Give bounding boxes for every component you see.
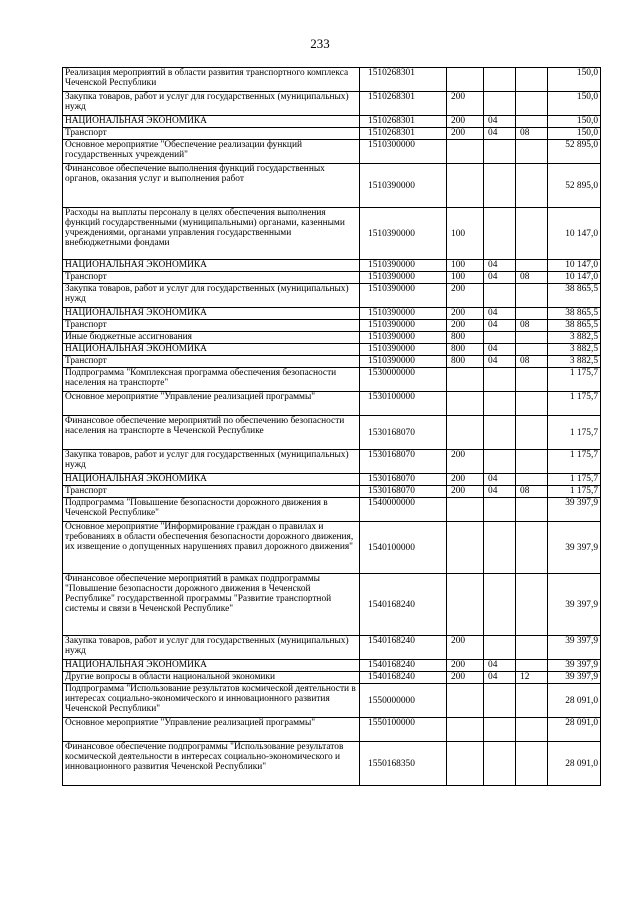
row-section-cell (484, 742, 516, 786)
row-target-code-cell: 1540168240 (360, 574, 447, 636)
row-name-cell: Закупка товаров, работ и услуг для государственных (муниципальных) нужд (63, 92, 360, 116)
row-amount-cell: 39 397,9 (548, 522, 601, 574)
row-target-code-cell: 1540100000 (360, 522, 447, 574)
row-subsection-cell: 08 (516, 128, 548, 140)
row-subsection-cell (516, 208, 548, 260)
row-section-cell (484, 208, 516, 260)
row-expense-type-cell: 200 (447, 128, 484, 140)
row-subsection-cell (516, 284, 548, 308)
row-section-cell: 04 (484, 344, 516, 356)
row-target-code-cell: 1530168070 (360, 416, 447, 450)
row-target-code-cell: 1530000000 (360, 368, 447, 392)
row-expense-type-cell: 200 (447, 116, 484, 128)
budget-table (62, 67, 601, 786)
row-name-cell: Закупка товаров, работ и услуг для государственных (муниципальных) нужд (63, 636, 360, 660)
row-section-cell (484, 574, 516, 636)
row-name-cell: Основное мероприятие "Управление реализацией программы" (63, 392, 360, 416)
row-target-code-cell: 1550100000 (360, 718, 447, 742)
row-target-code-cell: 1510268301 (360, 68, 447, 92)
row-amount-cell: 10 147,0 (548, 208, 601, 260)
row-subsection-cell (516, 332, 548, 344)
row-name-cell: Реализация мероприятий в области развития транспортного комплекса Чеченской Республики (63, 68, 360, 92)
row-amount-cell: 39 397,9 (548, 636, 601, 660)
table-row (63, 308, 601, 320)
row-name-cell: Закупка товаров, работ и услуг для государственных (муниципальных) нужд (63, 284, 360, 308)
table-row (63, 392, 601, 416)
row-expense-type-cell (447, 164, 484, 208)
row-subsection-cell (516, 498, 548, 522)
row-section-cell (484, 392, 516, 416)
row-subsection-cell (516, 308, 548, 320)
row-name-cell: Транспорт (63, 128, 360, 140)
row-expense-type-cell: 200 (447, 450, 484, 474)
table-row (63, 636, 601, 660)
row-amount-cell: 150,0 (548, 92, 601, 116)
row-section-cell: 04 (484, 116, 516, 128)
row-target-code-cell: 1530168070 (360, 450, 447, 474)
table-row (63, 718, 601, 742)
row-target-code-cell: 1510390000 (360, 320, 447, 332)
table-row (63, 742, 601, 786)
row-section-cell (484, 68, 516, 92)
row-name-cell: Транспорт (63, 272, 360, 284)
row-expense-type-cell (447, 498, 484, 522)
row-target-code-cell: 1540168240 (360, 636, 447, 660)
table-row (63, 164, 601, 208)
row-section-cell (484, 498, 516, 522)
row-subsection-cell (516, 392, 548, 416)
row-subsection-cell: 12 (516, 672, 548, 684)
row-subsection-cell (516, 116, 548, 128)
row-name-cell: Основное мероприятие "Информирование граждан о правилах и требованиях в области обеспечения безопасности дорожного движения, их извещение о допущенных нарушениях правил дорожного движения" (63, 522, 360, 574)
table-row (63, 92, 601, 116)
row-target-code-cell: 1510390000 (360, 260, 447, 272)
row-amount-cell: 150,0 (548, 68, 601, 92)
row-name-cell: Подпрограмма "Повышение безопасности дорожного движения в Чеченской Республике" (63, 498, 360, 522)
row-amount-cell: 10 147,0 (548, 272, 601, 284)
row-expense-type-cell: 200 (447, 486, 484, 498)
row-target-code-cell: 1530168070 (360, 474, 447, 486)
table-row (63, 486, 601, 498)
row-expense-type-cell: 200 (447, 474, 484, 486)
row-subsection-cell (516, 660, 548, 672)
row-name-cell: НАЦИОНАЛЬНАЯ ЭКОНОМИКА (63, 308, 360, 320)
row-subsection-cell (516, 574, 548, 636)
row-amount-cell: 3 882,5 (548, 356, 601, 368)
table-row (63, 128, 601, 140)
table-row (63, 368, 601, 392)
row-amount-cell: 3 882,5 (548, 332, 601, 344)
table-row (63, 522, 601, 574)
table-row (63, 284, 601, 308)
row-target-code-cell: 1550168350 (360, 742, 447, 786)
row-amount-cell: 1 175,7 (548, 416, 601, 450)
row-name-cell: НАЦИОНАЛЬНАЯ ЭКОНОМИКА (63, 474, 360, 486)
row-subsection-cell: 08 (516, 272, 548, 284)
row-subsection-cell (516, 368, 548, 392)
row-target-code-cell: 1510390000 (360, 272, 447, 284)
row-target-code-cell: 1510390000 (360, 332, 447, 344)
row-expense-type-cell: 800 (447, 356, 484, 368)
row-expense-type-cell (447, 416, 484, 450)
row-subsection-cell (516, 140, 548, 164)
table-row (63, 116, 601, 128)
row-section-cell: 04 (484, 128, 516, 140)
table-row (63, 660, 601, 672)
row-target-code-cell: 1540000000 (360, 498, 447, 522)
table-row (63, 672, 601, 684)
row-expense-type-cell: 800 (447, 332, 484, 344)
budget-table-body (63, 68, 601, 786)
row-amount-cell: 28 091,0 (548, 684, 601, 718)
row-name-cell: Иные бюджетные ассигнования (63, 332, 360, 344)
row-target-code-cell: 1510390000 (360, 344, 447, 356)
table-row (63, 450, 601, 474)
row-name-cell: НАЦИОНАЛЬНАЯ ЭКОНОМИКА (63, 116, 360, 128)
row-amount-cell: 52 895,0 (548, 140, 601, 164)
row-expense-type-cell: 200 (447, 92, 484, 116)
row-subsection-cell (516, 450, 548, 474)
table-row (63, 684, 601, 718)
table-row (63, 574, 601, 636)
row-section-cell: 04 (484, 308, 516, 320)
row-name-cell: НАЦИОНАЛЬНАЯ ЭКОНОМИКА (63, 344, 360, 356)
row-expense-type-cell: 800 (447, 344, 484, 356)
row-subsection-cell (516, 742, 548, 786)
row-amount-cell: 39 397,9 (548, 672, 601, 684)
row-subsection-cell (516, 92, 548, 116)
row-expense-type-cell (447, 68, 484, 92)
row-expense-type-cell (447, 140, 484, 164)
row-expense-type-cell: 200 (447, 308, 484, 320)
row-amount-cell: 1 175,7 (548, 474, 601, 486)
row-name-cell: Подпрограмма "Использование результатов космической деятельности в интересах социально-экономического и инновационного развития Чеченской Республики" (63, 684, 360, 718)
row-target-code-cell: 1530168070 (360, 486, 447, 498)
row-section-cell: 04 (484, 356, 516, 368)
row-name-cell: Финансовое обеспечение подпрограммы "Использование результатов космической деятельности в интересах социально-экономического и инновационного развития Чеченской Республики" (63, 742, 360, 786)
table-row (63, 332, 601, 344)
row-name-cell: Расходы на выплаты персоналу в целях обеспечения выполнения функций государственными (муниципальными) органами, казенными учреждениями, органами управления государственными внебюджетными фондами (63, 208, 360, 260)
table-row (63, 272, 601, 284)
row-target-code-cell: 1510390000 (360, 308, 447, 320)
row-expense-type-cell: 100 (447, 208, 484, 260)
row-target-code-cell: 1510390000 (360, 208, 447, 260)
row-subsection-cell (516, 474, 548, 486)
table-row (63, 68, 601, 92)
row-amount-cell: 28 091,0 (548, 718, 601, 742)
row-name-cell: Финансовое обеспечение мероприятий в рамках подпрограммы "Повышение безопасности дорожного движения в Чеченской Республике" государственной программы "Развитие транспортной системы и связи в Чеченской Республике" (63, 574, 360, 636)
table-row (63, 474, 601, 486)
row-expense-type-cell (447, 684, 484, 718)
row-section-cell (484, 92, 516, 116)
row-subsection-cell: 08 (516, 356, 548, 368)
table-row (63, 208, 601, 260)
row-target-code-cell: 1510390000 (360, 164, 447, 208)
table-row (63, 356, 601, 368)
row-target-code-cell: 1510300000 (360, 140, 447, 164)
row-name-cell: Финансовое обеспечение мероприятий по обеспечению безопасности населения на транспорте в Чеченской Республике (63, 416, 360, 450)
row-section-cell (484, 164, 516, 208)
row-section-cell (484, 332, 516, 344)
row-expense-type-cell: 200 (447, 284, 484, 308)
row-expense-type-cell: 200 (447, 672, 484, 684)
row-amount-cell: 52 895,0 (548, 164, 601, 208)
row-expense-type-cell: 200 (447, 320, 484, 332)
row-target-code-cell: 1510268301 (360, 128, 447, 140)
row-target-code-cell: 1530100000 (360, 392, 447, 416)
row-subsection-cell (516, 416, 548, 450)
row-subsection-cell (516, 344, 548, 356)
row-amount-cell: 38 865,5 (548, 308, 601, 320)
row-amount-cell: 150,0 (548, 128, 601, 140)
row-amount-cell: 39 397,9 (548, 498, 601, 522)
row-target-code-cell: 1510390000 (360, 356, 447, 368)
row-section-cell: 04 (484, 260, 516, 272)
row-amount-cell: 38 865,5 (548, 320, 601, 332)
row-expense-type-cell (447, 368, 484, 392)
row-name-cell: Другие вопросы в области национальной экономики (63, 672, 360, 684)
row-amount-cell: 150,0 (548, 116, 601, 128)
row-target-code-cell: 1510268301 (360, 116, 447, 128)
row-section-cell: 04 (484, 486, 516, 498)
row-target-code-cell: 1540168240 (360, 660, 447, 672)
row-subsection-cell (516, 68, 548, 92)
row-section-cell (484, 368, 516, 392)
row-section-cell (484, 684, 516, 718)
row-name-cell: Финансовое обеспечение выполнения функций государственных органов, оказания услуг и выполнения работ (63, 164, 360, 208)
row-expense-type-cell (447, 718, 484, 742)
row-expense-type-cell (447, 392, 484, 416)
row-section-cell: 04 (484, 474, 516, 486)
row-target-code-cell: 1550000000 (360, 684, 447, 718)
row-name-cell: Основное мероприятие "Обеспечение реализации функций государственных учреждений" (63, 140, 360, 164)
row-name-cell: Транспорт (63, 356, 360, 368)
row-section-cell (484, 718, 516, 742)
row-target-code-cell: 1510268301 (360, 92, 447, 116)
row-name-cell: НАЦИОНАЛЬНАЯ ЭКОНОМИКА (63, 260, 360, 272)
row-expense-type-cell: 100 (447, 272, 484, 284)
row-subsection-cell (516, 260, 548, 272)
row-section-cell (484, 140, 516, 164)
row-target-code-cell: 1510390000 (360, 284, 447, 308)
row-name-cell: Транспорт (63, 320, 360, 332)
row-target-code-cell: 1540168240 (360, 672, 447, 684)
row-amount-cell: 1 175,7 (548, 368, 601, 392)
row-section-cell: 04 (484, 672, 516, 684)
row-section-cell (484, 450, 516, 474)
row-amount-cell: 38 865,5 (548, 284, 601, 308)
row-section-cell (484, 522, 516, 574)
row-subsection-cell (516, 636, 548, 660)
row-section-cell (484, 416, 516, 450)
row-amount-cell: 28 091,0 (548, 742, 601, 786)
row-section-cell (484, 284, 516, 308)
table-row (63, 320, 601, 332)
table-row (63, 344, 601, 356)
row-section-cell (484, 636, 516, 660)
table-row (63, 140, 601, 164)
row-expense-type-cell (447, 522, 484, 574)
row-name-cell: Закупка товаров, работ и услуг для государственных (муниципальных) нужд (63, 450, 360, 474)
row-name-cell: Основное мероприятие "Управление реализацией программы" (63, 718, 360, 742)
page-number: 233 (310, 36, 330, 51)
row-subsection-cell (516, 718, 548, 742)
table-row (63, 260, 601, 272)
row-section-cell: 04 (484, 660, 516, 672)
row-expense-type-cell: 200 (447, 636, 484, 660)
row-subsection-cell: 08 (516, 486, 548, 498)
table-row (63, 416, 601, 450)
row-subsection-cell: 08 (516, 320, 548, 332)
row-subsection-cell (516, 684, 548, 718)
row-expense-type-cell: 100 (447, 260, 484, 272)
row-amount-cell: 10 147,0 (548, 260, 601, 272)
row-expense-type-cell (447, 574, 484, 636)
row-name-cell: Транспорт (63, 486, 360, 498)
row-section-cell: 04 (484, 320, 516, 332)
row-amount-cell: 1 175,7 (548, 486, 601, 498)
row-subsection-cell (516, 522, 548, 574)
row-subsection-cell (516, 164, 548, 208)
table-row (63, 498, 601, 522)
row-amount-cell: 39 397,9 (548, 660, 601, 672)
row-name-cell: НАЦИОНАЛЬНАЯ ЭКОНОМИКА (63, 660, 360, 672)
row-amount-cell: 39 397,9 (548, 574, 601, 636)
row-amount-cell: 3 882,5 (548, 344, 601, 356)
row-name-cell: Подпрограмма "Комплексная программа обеспечения безопасности населения на транспорте" (63, 368, 360, 392)
row-expense-type-cell: 200 (447, 660, 484, 672)
row-expense-type-cell (447, 742, 484, 786)
row-section-cell: 04 (484, 272, 516, 284)
row-amount-cell: 1 175,7 (548, 450, 601, 474)
row-amount-cell: 1 175,7 (548, 392, 601, 416)
